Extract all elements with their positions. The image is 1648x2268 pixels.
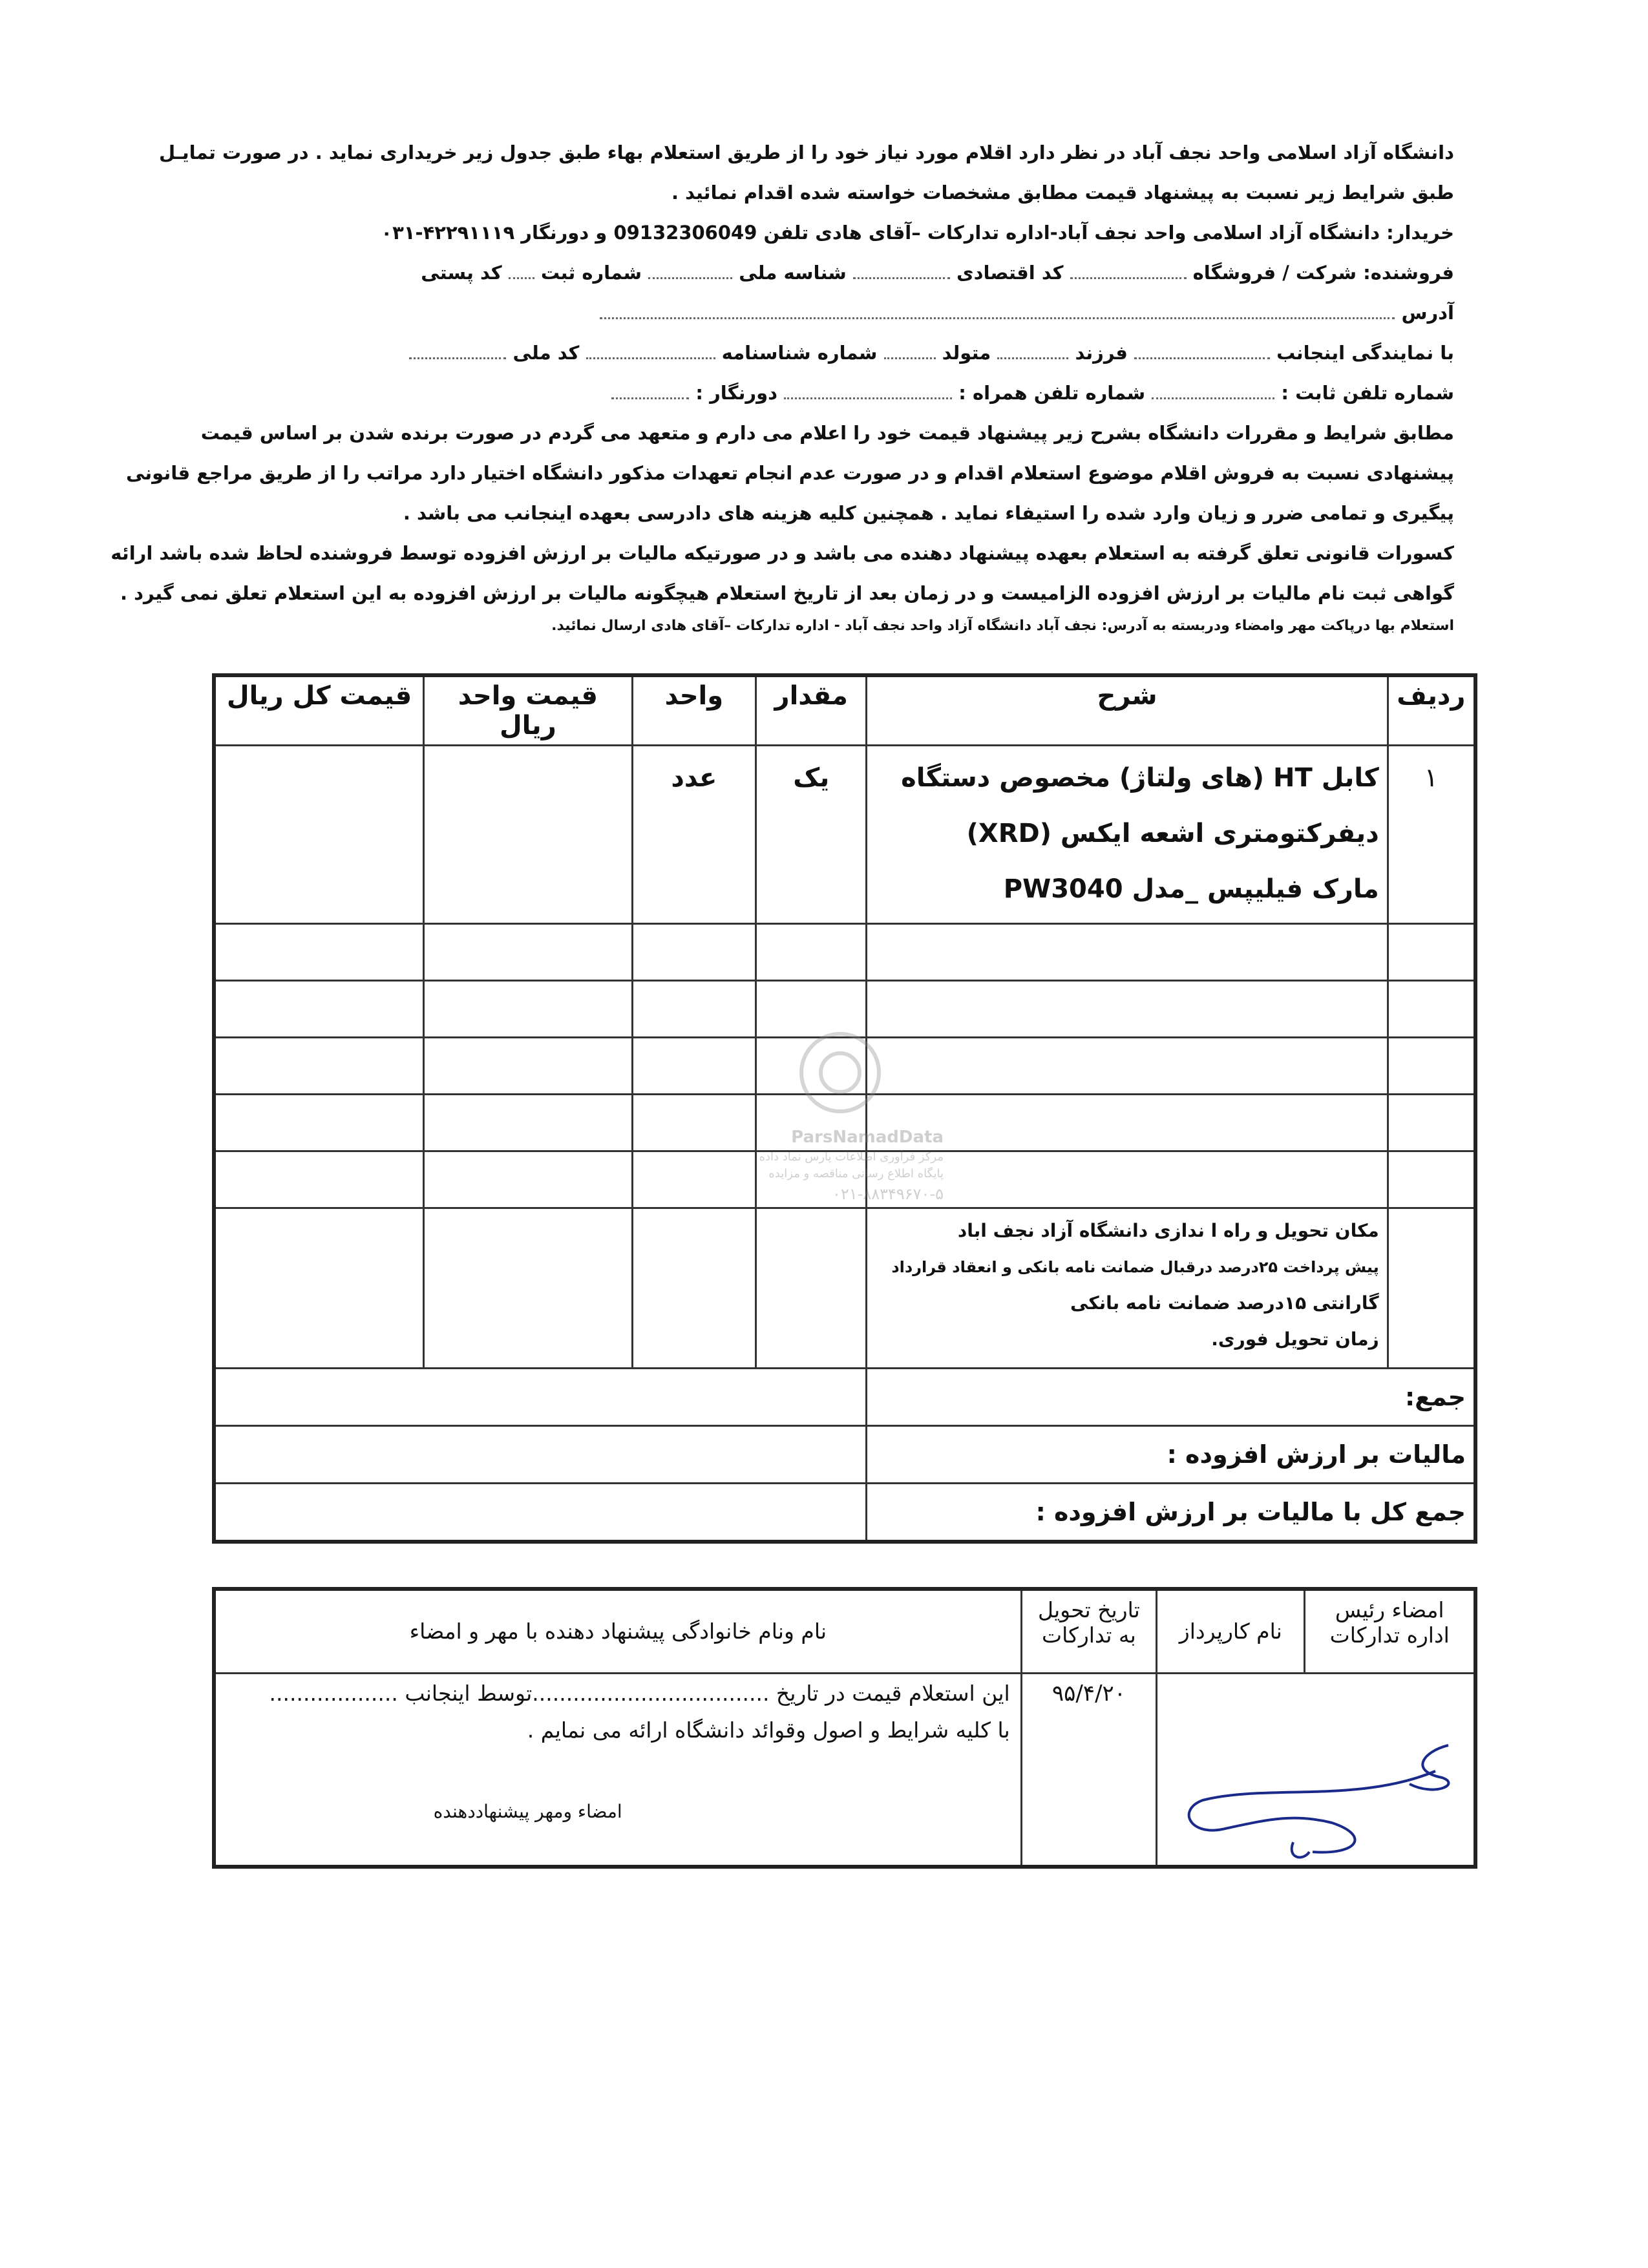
watermark [698,1021,969,1215]
item-desc-line-3: مارک فیلیپس _مدل PW3040 [1003,874,1379,904]
fax-label: دورنگار : [695,382,778,404]
item-quantity: یک [756,746,867,924]
item-row-number: ۱ [1388,746,1475,924]
statement-line-1: این استعلام قیمت در تاریخ ...................................توسط اینجانب ................... [269,1680,1010,1706]
item-unit: عدد [632,746,755,924]
seller-line [174,253,1454,293]
watermark-phone: ۰۲۱-۸۸۳۴۹۶۷۰-۵ [832,1185,944,1203]
economic-code-label: کد اقتصادی [956,262,1064,284]
table-row [214,924,1475,981]
header-row-number: ردیف [1388,675,1475,746]
vat-label: مالیات بر ارزش افزوده : [867,1426,1475,1484]
seller-label: فروشنده: شرکت / فروشگاه [1192,262,1454,284]
table-row [214,746,1475,924]
header-total-price: قیمت کل ریال [214,675,424,746]
buyer-line: خریدار: دانشگاه آزاد اسلامی واحد نجف آباد-اداره تدارکات –آقای هادی تلفن 09132306049 و دورنگار ۴۲۲۹۱۱۱۹-۰۳۱ [381,222,1454,244]
child-of-label: فرزند [1075,342,1128,364]
delivery-date-value: ۹۵/۴/۲۰ [1021,1673,1157,1867]
national-code-label: کد ملی [512,342,580,364]
header-unit-price: قیمت واحد ریال [424,675,633,746]
grand-total-value[interactable] [214,1484,867,1542]
bidder-sign-label: امضاء ومهر پیشنهاددهنده [433,1800,622,1822]
representative-line [174,333,1454,373]
intro-line-1: دانشگاه آزاد اسلامی واحد نجف آباد در نظر دارد اقلام مورد نیاز خود را از طریق استعلام بهاء طبق جدول زیر خریداری نماید . در صورت تمایـل [158,142,1454,163]
sum-label: جمع: [867,1369,1475,1426]
vat-value[interactable] [214,1426,867,1484]
signature-header-row [214,1589,1475,1673]
terms-line-4: کسورات قانونی تعلق گرفته به استعلام بعهده پیشنهاد دهنده می باشد و در صورتیکه مالیات بر ارزش افزوده توسط فروشنده لحاظ شده باشد ارائه [111,542,1454,564]
watermark-line-1: مرکز فرآوری اطلاعات پارس نماد داده [759,1150,944,1164]
delivery-date-label: تاریخ تحویل به تدارکات [1021,1589,1157,1673]
terms-line-1: مطابق شرایط و مقررات دانشگاه بشرح زیر پیشنهاد قیمت خود را اعلام می دارم و متعهد می گردم در صورت برنده شدن بر اساس قیمت [200,422,1454,444]
item-description [867,746,1388,924]
note-prepayment: پیش پرداخت ۲۵درصد درقبال ضمانت نامه بانکی و انعقاد قرارداد [891,1258,1379,1276]
grand-total-row [214,1484,1475,1542]
item-desc-line-1: کابل HT (های ولتاژ) مخصوص دستگاه [901,763,1379,793]
watermark-logo-icon [788,1021,892,1124]
table-header-row [214,675,1475,746]
note-guarantee: گارانتی ۱۵درصد ضمانت نامه بانکی [1070,1292,1379,1314]
national-id-label: شناسه ملی [739,262,847,284]
grand-total-label: جمع کل با مالیات بر ارزش افزوده : [867,1484,1475,1542]
id-number-label: شماره شناسنامه [721,342,878,364]
head-sign-label: امضاء رئیس اداره تدارکات [1305,1589,1475,1673]
address-label: آدرس [1401,302,1454,324]
bidder-statement [214,1673,1021,1867]
sum-row [214,1369,1475,1426]
note-delivery-time: زمان تحویل فوری. [1211,1328,1379,1350]
representative-label: با نمایندگی اینجانب [1276,342,1454,364]
signature-body-row [214,1673,1475,1867]
vat-row [214,1426,1475,1484]
born-label: متولد [942,342,991,364]
note-delivery-place: مکان تحویل و راه ا ندازی دانشگاه آزاد نجف اباد [957,1220,1379,1241]
statement-line-2: با کلیه شرایط و اصول وقوائد دانشگاه ارائه می نمایم . [527,1717,1010,1743]
header-description: شرح [867,675,1388,746]
landline-label: شماره تلفن ثابت : [1281,382,1454,404]
send-note: استعلام بها درپاکت مهر وامضاء ودربسته به آدرس: نجف آباد دانشگاه آزاد واحد نجف آباد - اداره تدارکات –آقای هادی ارسال نمائید. [551,618,1454,634]
item-desc-line-2: دیفرکتومتری اشعه ایکس (XRD) [966,819,1379,848]
registration-label: شماره ثبت [540,262,642,284]
header-quantity: مقدار [756,675,867,746]
terms-line-2: پیشنهادی نسبت به فروش اقلام موضوع استعلام اقدام و در صورت عدم انجام تعهدات مذکور دانشگاه اختیار دارد مراتب را از طریق مراجع قانونی [125,462,1454,484]
address-line [174,293,1454,333]
signature-area [1157,1673,1475,1867]
header-unit: واحد [632,675,755,746]
bidder-name-label: نام ونام خانوادگی پیشنهاد دهنده با مهر و امضاء [214,1589,1021,1673]
notes-row [214,1208,1475,1369]
postal-code-label: کد پستی [421,262,502,284]
header-block [111,132,1454,639]
intro-line-2: طبق شرایط زیر نسبت به پیشنهاد قیمت مطابق مشخصات خواسته شده اقدام نمائید . [671,182,1454,204]
item-unit-price[interactable] [424,746,633,924]
signature-table [212,1587,1477,1869]
terms-line-5: گواهی ثبت نام مالیات بر ارزش افزوده الزامیست و در زمان بعد از تاریخ استعلام هیچگونه مالیات بر ارزش افزوده به این استعلام تعلق نمی گیرد . [120,582,1454,604]
conditions-notes [867,1208,1388,1369]
watermark-brand: ParsNamadData [791,1128,944,1147]
phone-line [174,373,1454,413]
sum-value[interactable] [214,1369,867,1426]
watermark-line-2: پایگاه اطلاع رسانی مناقصه و مزایده [768,1167,944,1181]
item-total-price[interactable] [214,746,424,924]
mobile-label: شماره تلفن همراه : [958,382,1146,404]
agent-name-label: نام کارپرداز [1157,1589,1305,1673]
terms-line-3: پیگیری و تمامی ضرر و زیان وارد شده را استیفاء نماید . همچنین کلیه هزینه های دادرسی بعهده اینجانب می باشد . [403,502,1454,524]
handwritten-signature-icon [1164,1674,1461,1868]
